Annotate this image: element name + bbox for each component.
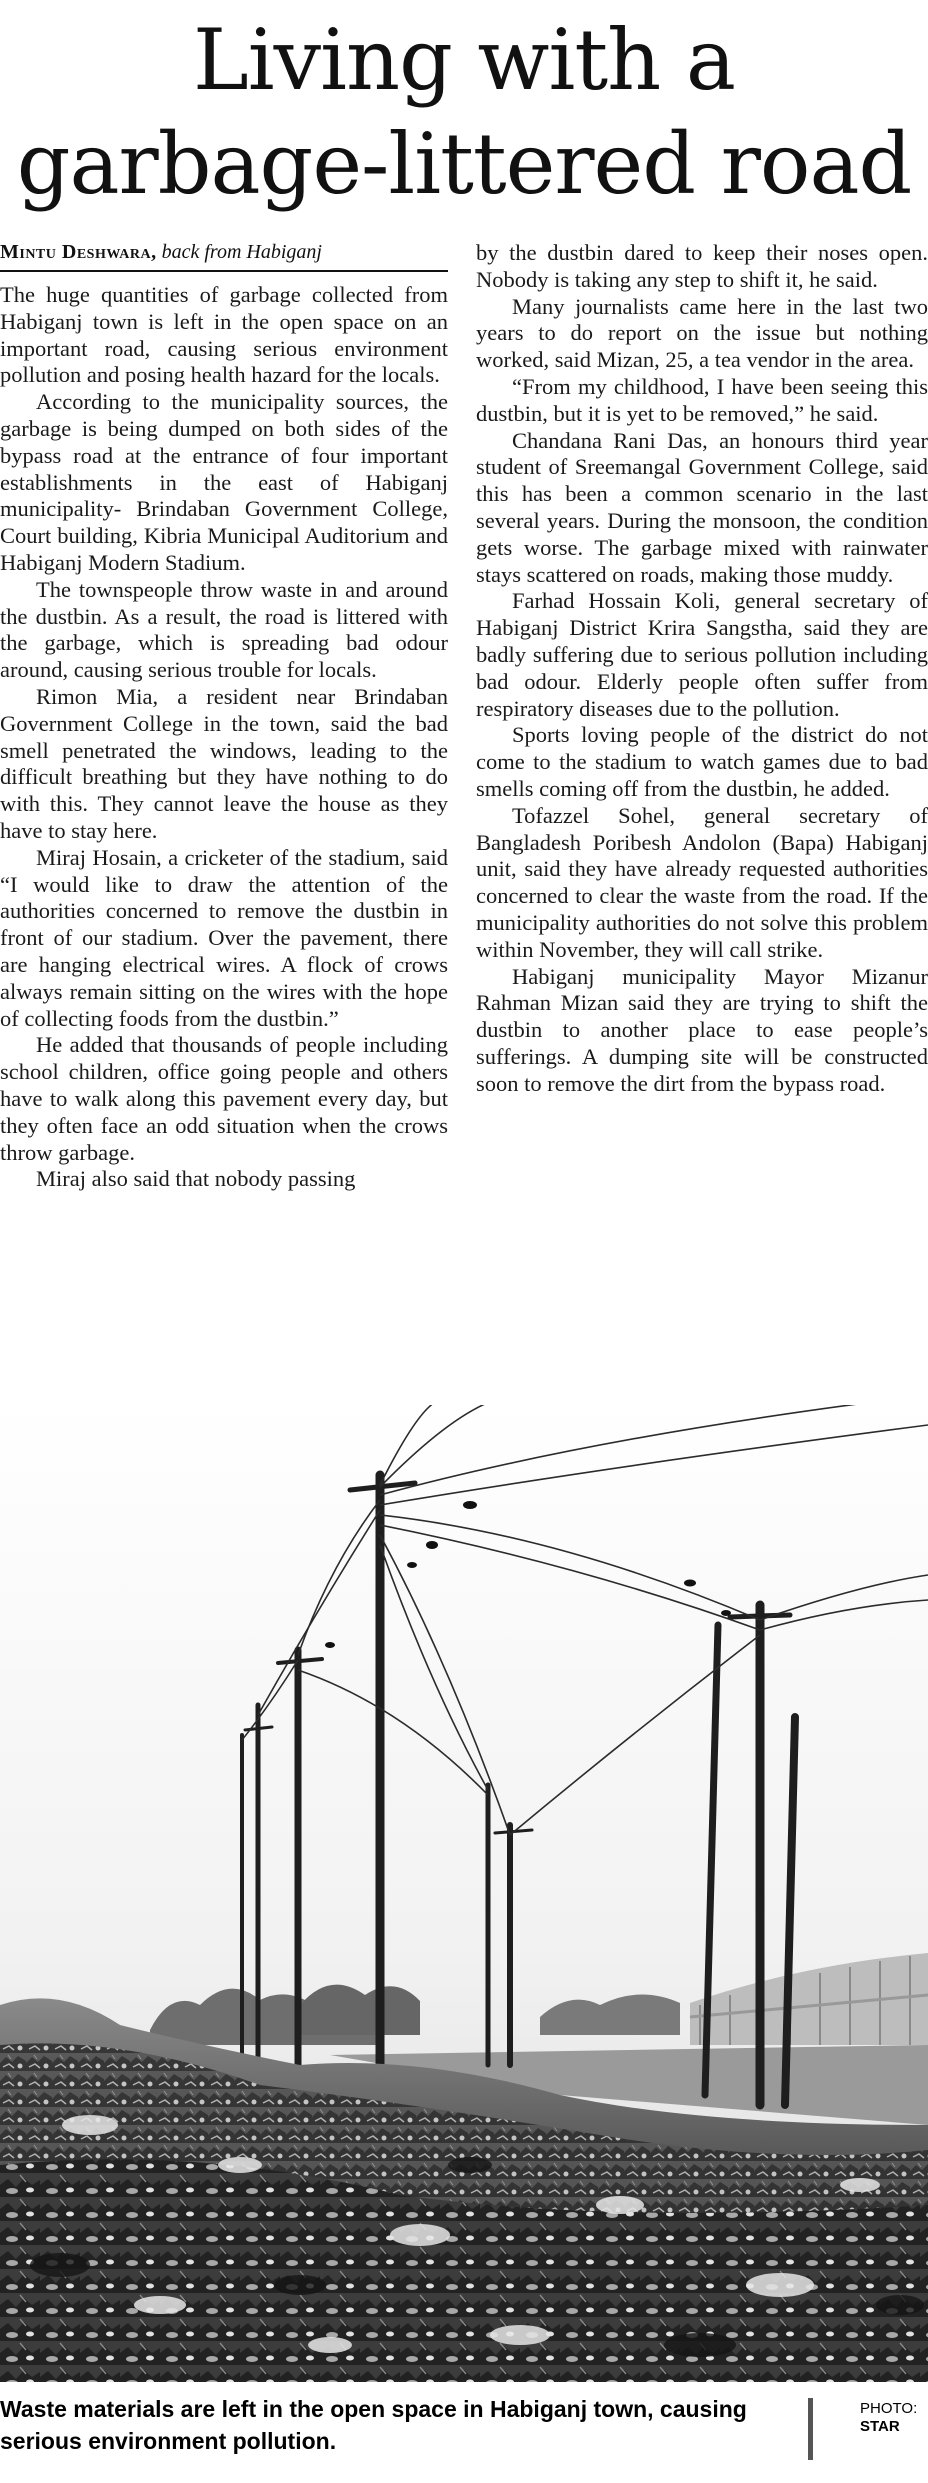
photo-credit-label: PHOTO: (860, 2400, 918, 2417)
caption-divider (808, 2398, 813, 2460)
paragraph: He added that thousands of people including school children, office going people and others have to walk along this pavement every day, but they often face an odd situation when the crows throw garbage. (0, 1032, 448, 1165)
paragraph: The huge quantities of garbage collected from Habiganj town is left in the open space on an important road, causing serious environment pollution and posing health hazard for the locals. (0, 282, 448, 388)
headline-line-2: garbage-littered road (16, 115, 912, 213)
byline-dateline: back from Habiganj (161, 241, 322, 263)
photo-caption: Waste materials are left in the open space in Habiganj town, causing serious environment pollution. (0, 2396, 747, 2454)
article-column-left (0, 282, 448, 1193)
paragraph: Farhad Hossain Koli, general secretary of Habiganj District Krira Sangstha, said they are badly suffering due to serious pollution including bad odour. Elderly people often suffer from respiratory diseases due to the pollution. (476, 588, 928, 721)
paragraph: Miraj also said that nobody passing (36, 1166, 356, 1192)
paragraph: Miraj Hosain, a cricketer of the stadium, said “I would like to draw the attention of the authorities concerned to remove the dustbin in front of our stadium. Over the pavement, there are hanging electrical wires. A flock of crows always remain sitting on the wires with the hope of collecting foods from the dustbin.” (0, 844, 448, 1031)
paragraph: “From my childhood, I have been seeing this dustbin, but it is yet to be removed,” he said. (476, 373, 928, 426)
paragraph: Tofazzel Sohel, general secretary of Bangladesh Poribesh Andolon (Bapa) Habiganj unit, said they have already requested authorities concerned to clear the waste from the road. If the municipality authorities do not solve this problem within November, they will call strike. (476, 802, 928, 962)
article-column-right (476, 240, 928, 1098)
byline-author: Mintu Deshwara, (0, 241, 157, 263)
paragraph: The townspeople throw waste in and around the dustbin. As a result, the road is littered with the garbage, which is spreading bad odour around, causing serious trouble for locals. (0, 576, 448, 683)
paragraph: Chandana Rani Das, an honours third year student of Sreemangal Government College, said this has been a common scenario in the last several years. During the monsoon, the condition gets worse. The garbage mixed with rainwater stays scattered on roads, making those muddy. (476, 427, 928, 587)
paragraph: by the dustbin dared to keep their noses open. Nobody is taking any step to shift it, he said. (476, 240, 928, 292)
paragraph: According to the municipality sources, the garbage is being dumped on both sides of the bypass road at the entrance of four important establishments in the east of Habiganj municipality- Brindaban Government College, Court building, Kibria Municipal Auditorium and Habiganj Modern Stadium. (0, 389, 448, 575)
photo-credit-agency: STAR (860, 2418, 900, 2435)
paragraph: Sports loving people of the district do not come to the stadium to watch games due to bad smells coming off from the dustbin, he added. (476, 722, 928, 801)
paragraph: Rimon Mia, a resident near Brindaban Government College in the town, said the bad smell penetrated the windows, leading to the difficult breathing but they have nothing to do with this. They cannot leave the house as they have to stay here. (0, 683, 448, 843)
paragraph: Habiganj municipality Mayor Mizanur Rahman Mizan said they are trying to shift the dustbin to another place to ease people’s sufferings. A dumping site will be constructed soon to remove the dirt from the bypass road. (476, 963, 928, 1096)
photo-credit (860, 2400, 928, 2436)
byline (0, 240, 448, 272)
paragraph: Many journalists came here in the last two years to do report on the issue but nothing worked, said Mizan, 25, a tea vendor in the area. (476, 293, 928, 373)
garbage-road-photo (0, 1405, 928, 2382)
headline-line-1: Living with a (193, 11, 735, 109)
headline (0, 8, 928, 216)
news-photo (0, 1405, 928, 2382)
